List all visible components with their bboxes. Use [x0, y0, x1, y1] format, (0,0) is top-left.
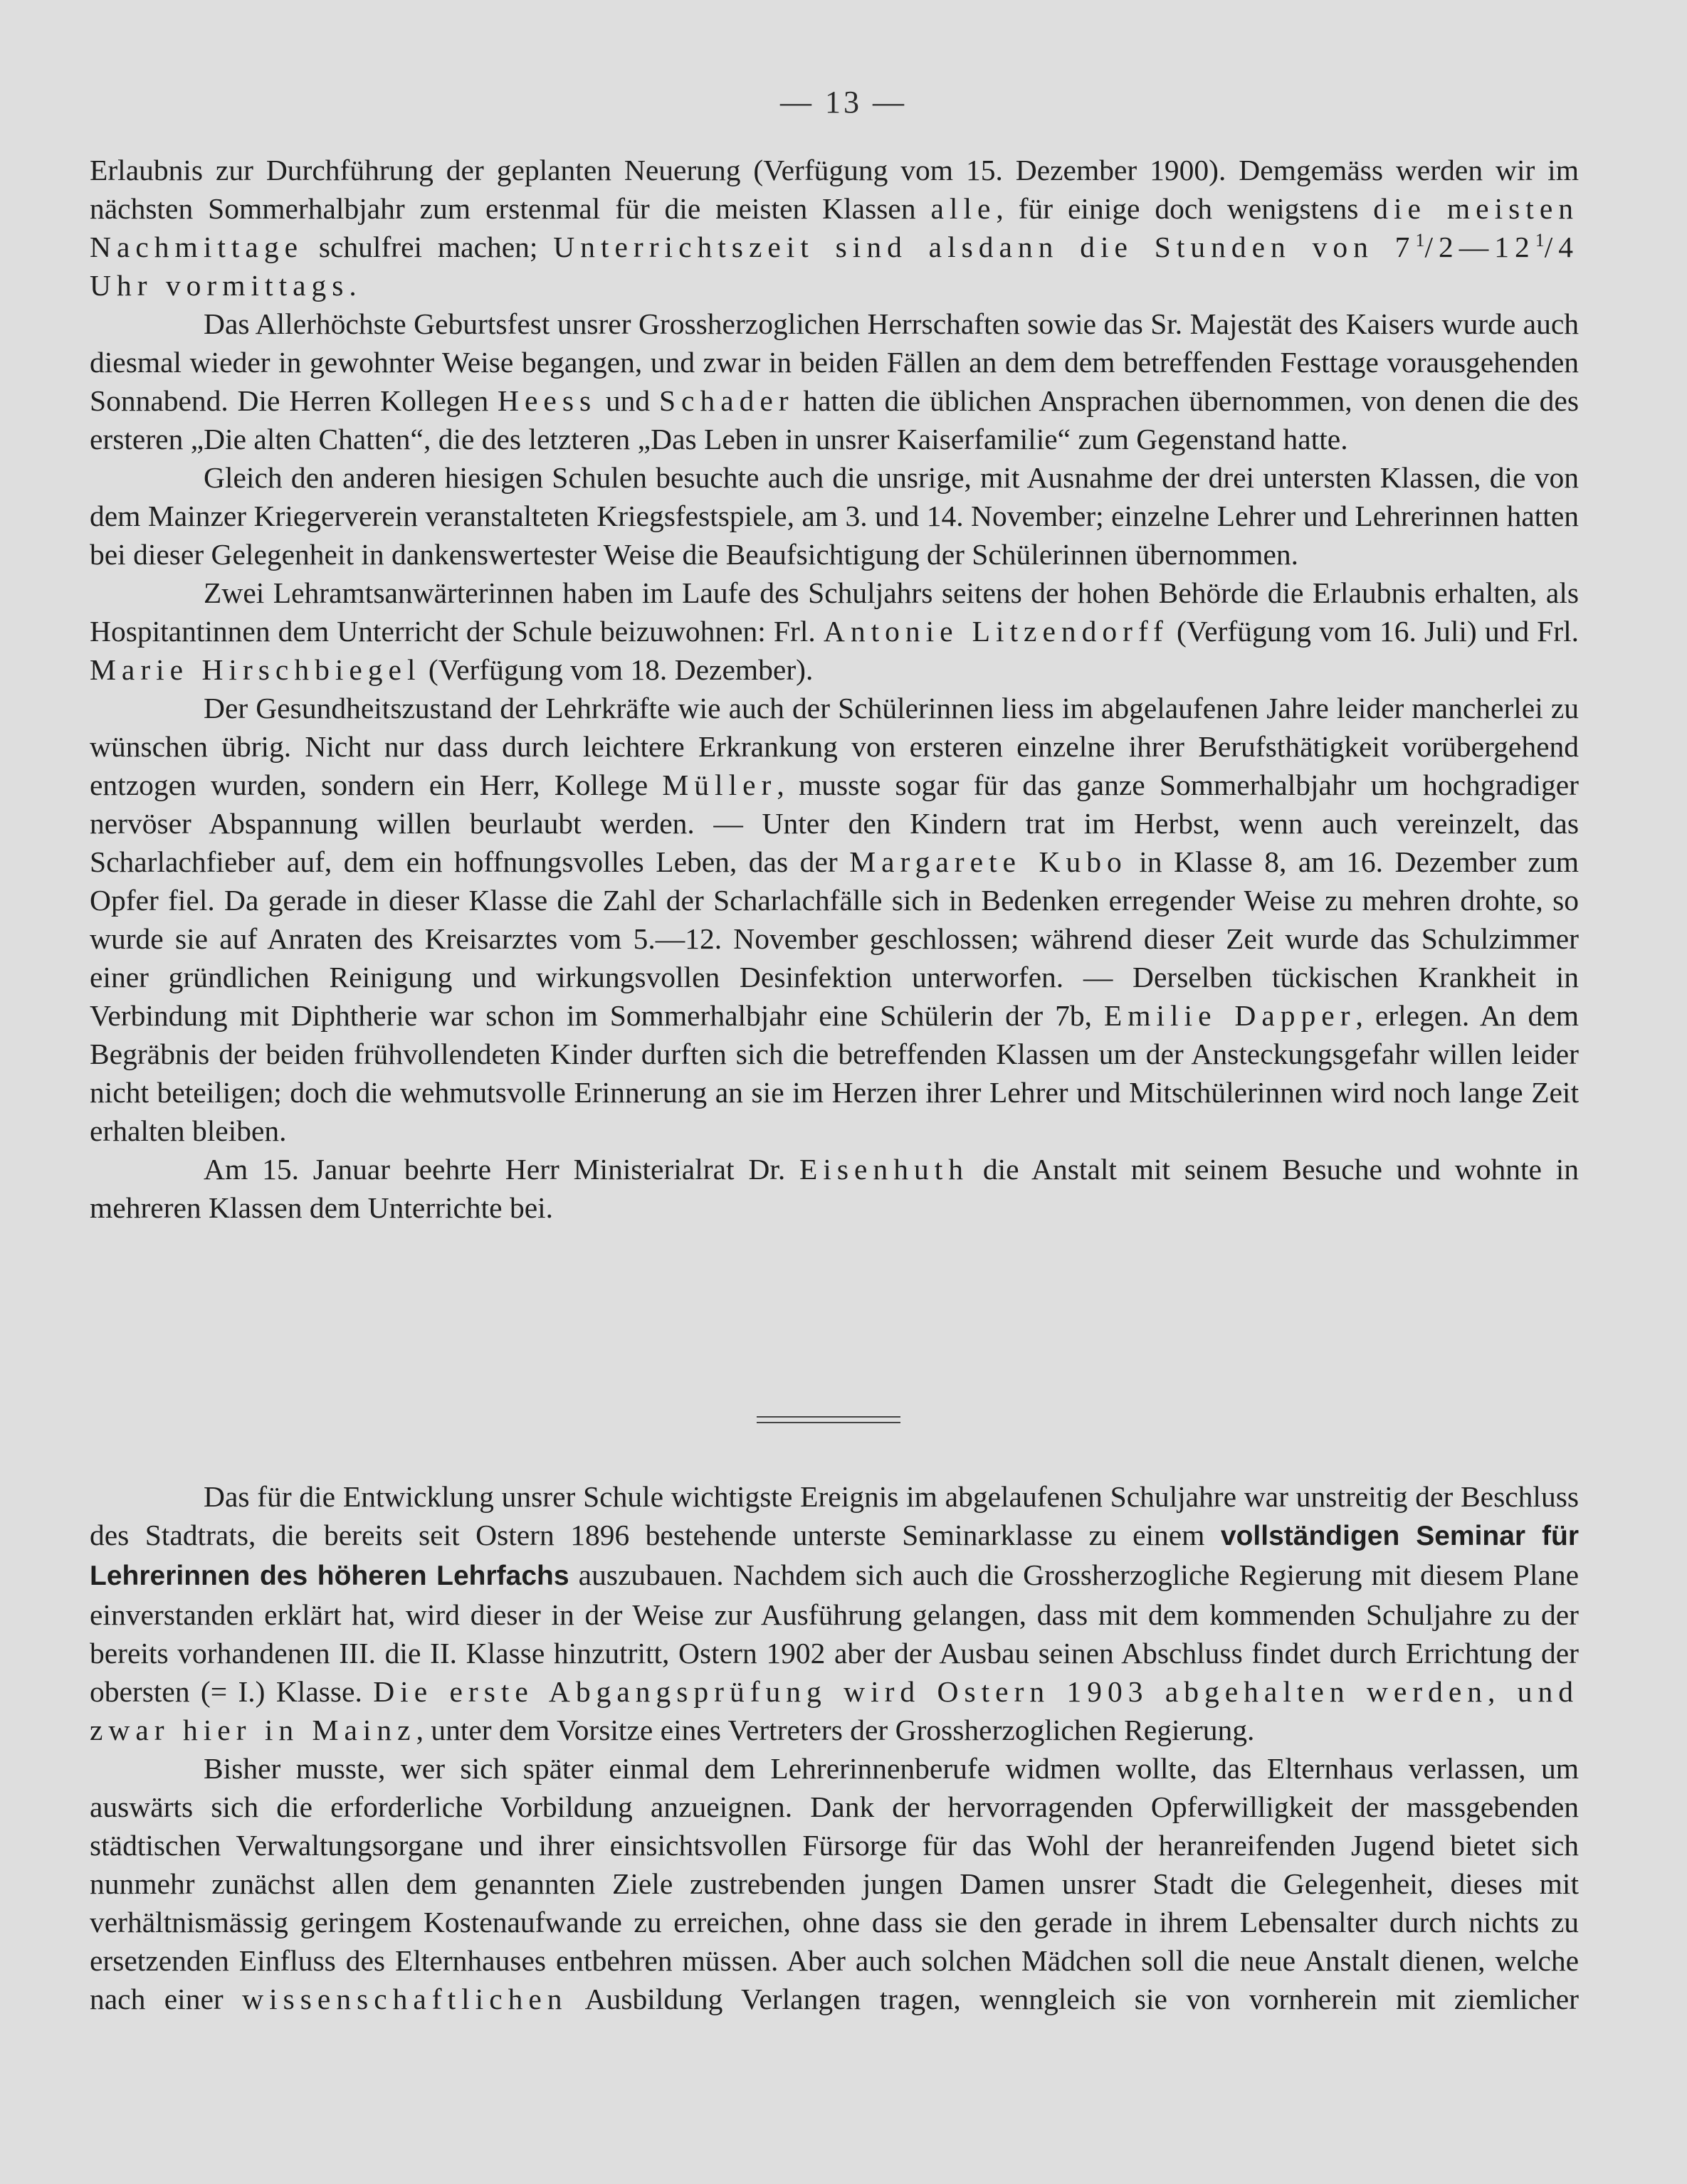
paragraph	[90, 1749, 1579, 2018]
spaced-name: Müller	[662, 769, 777, 801]
paragraph: Gleich den anderen hiesigen Schulen besuchte auch die unsrige, mit Ausnahme der drei untersten Klassen, die von dem Mainzer Kriegerverein veranstalteten Kriegsfestspiele, am 3. und 14. November; einzelne Lehrer und Lehrerinnen hatten bei dieser Gelegenheit in dankenswertester Weise die Beaufsichtigung der Schülerinnen übernommen.	[90, 461, 1579, 571]
text-run: in Klasse 8, am 16. Dezember zum Opfer fiel. Da gerade in dieser Klasse die Zahl der Scharlachfälle sich in Bedenken erregender Weise zu mehren drohte, so wurde sie auf Anraten des Kreisarztes vom 5.—12. November geschlossen; während dieser Zeit wurde das Schulzimmer einer gründlichen Reinigung und wirkungsvollen Desinfektion unterworfen. — Derselben tückischen Krankheit in Verbindung mit Diphtherie war schon im Sommerhalbjahr eine Schülerin der 7b,	[90, 845, 1579, 1032]
text-block-2	[90, 1477, 1579, 2018]
text-run: Das Allerhöchste Geburtsfest unsrer Grossherzoglichen Herrschaften sowie das Sr. Majestät des Kaisers wurde auch diesmal wieder in gewohnter Weise begangen, und zwar in beiden Fällen an dem dem betreffenden Festtage vorausgehenden Sonnabend. Die Herren Kollegen	[90, 307, 1579, 417]
spaced-name: Eisenhuth	[799, 1153, 969, 1186]
text-run: hatten die üblichen Ansprachen übernommen, von denen die des ersteren „Die alten Chatten“, die des letzteren „Das Leben in unsrer Kaiserfamilie“ zum Gegenstand hatte.	[90, 384, 1579, 455]
text-run: Bisher musste, wer sich später einmal dem Lehrerinnenberufe widmen wollte, das Elternhaus verlassen, um auswärts sich die erforderliche Vorbildung anzueignen. Dank der hervorragenden Opferwilligkeit der massgebenden städtischen Verwaltungsorgane und ihrer einsichtsvollen Fürsorge für das Wohl der heranreifenden Jugend bietet sich nunmehr zunächst allen dem genannten Ziele zustrebenden jungen Damen unsrer Stadt die Gelegenheit, dieses mit verhältnismässig geringem Kostenaufwande zu erreichen, ohne dass sie den gerade in ihrem Lebensalter durch nichts zu ersetzenden Einfluss des Elternhauses entbehren müssen. Aber auch solchen Mädchen soll die neue Anstalt dienen, welche nach einer	[90, 1752, 1579, 2015]
text-run: die Anstalt mit seinem Besuche und wohnte in mehreren Klassen dem Unterrichte bei.	[90, 1153, 1580, 1224]
spaced-name: Margarete Kubo	[849, 845, 1128, 878]
text-run: Erlaubnis zur Durchführung der geplanten Neuerung (Verfügung vom 15. Dezember 1900). Demgemäss werden wir im nächsten Sommerhalbjahr zum erstenmal für die meisten Klassen	[90, 154, 1579, 225]
spaced-name: Schader	[658, 384, 794, 417]
spaced-name: Antonie Litzendorff	[823, 615, 1169, 648]
text-run: , für einige doch wenigstens	[996, 192, 1374, 225]
text-run: , unter dem Vorsitze eines Vertreters der Grossherzoglichen Regierung.	[416, 1714, 1255, 1746]
text-run: Der Gesundheitszustand der Lehrkräfte wie auch der Schülerinnen liess im abgelaufenen Jahre leider mancherlei zu wünschen übrig. Nicht nur dass durch leichtere Erkrankung von ersteren einzelne ihrer Berufsthätigkeit vorübergehend entzogen wurden, sondern ein Herr, Kollege	[90, 692, 1579, 801]
paragraph	[90, 151, 1579, 305]
superscript: 1	[1415, 230, 1425, 251]
text-run: Am 15. Januar beehrte Herr Ministerialrat Dr.	[204, 1153, 800, 1186]
spaced-text: /2—12	[1424, 231, 1535, 263]
spaced-text: Unterrichtszeit sind alsdann die Stunden von 7	[553, 231, 1416, 263]
page-number: — 13 —	[780, 85, 907, 120]
text-run: auszubauen. Nachdem sich auch die Grossherzogliche Regierung mit diesem Plane einverstanden erklärt hat, wird dieser in der Weise zur Ausführung gelangen, dass mit dem kommenden Schuljahre zu der bereits vorhandenen III. die II. Klasse hinzutritt, Ostern 1902 aber der Ausbau seinen Abschluss findet durch Errichtung der obersten (= I.) Klasse.	[90, 1558, 1579, 1708]
superscript: 1	[1535, 230, 1545, 251]
paragraph	[90, 1150, 1579, 1227]
spaced-text: /4 Uhr vormittags.	[90, 231, 1579, 302]
paragraph	[90, 574, 1579, 689]
paragraph	[90, 689, 1579, 1150]
paragraph	[90, 1477, 1579, 1749]
text-run: Ausbildung Verlangen tragen, wenngleich sie von vornherein mit ziemlicher	[567, 1983, 1579, 2015]
bold-text: vollständigen Seminar für Lehrerinnen des höheren Lehrfachs	[90, 1521, 1579, 1591]
text-run: (Verfügung vom 16. Juli) und Frl.	[1168, 615, 1579, 648]
section-divider	[757, 1416, 900, 1423]
spaced-text: alle	[930, 192, 997, 225]
text-run: , musste sogar für das ganze Sommerhalbjahr um hochgradiger nervöser Abspannung willen beurlaubt werden. — Unter den Kindern trat im Herbst, wenn auch vereinzelt, das Scharlachfieber auf, dem ein hoffnungsvolles Leben, das der	[90, 769, 1579, 878]
text-run: und	[597, 384, 659, 417]
spaced-name: Emilie Dapper	[1103, 999, 1356, 1032]
spaced-text: Die erste Abgangsprüfung wird Ostern 1903 abgehalten werden, und zwar hier in Mainz	[90, 1675, 1580, 1746]
text-block-1	[90, 151, 1579, 1227]
spaced-name: Marie Hirschbiegel	[90, 653, 421, 686]
paragraph	[90, 305, 1579, 458]
text-run: Zwei Lehramtsanwärterinnen haben im Laufe des Schuljahrs seitens der hohen Behörde die Erlaubnis erhalten, als Hospitantinnen dem Unterricht der Schule beizuwohnen: Frl.	[90, 576, 1579, 648]
spaced-text: wissenschaftlichen	[242, 1983, 568, 2015]
spaced-name: Heess	[498, 384, 597, 417]
text-run: Das für die Entwicklung unsrer Schule wichtigste Ereignis im abgelaufenen Schuljahre war unstreitig der Beschluss des Stadtrats, die bereits seit Ostern 1896 bestehende unterste Seminarklasse zu einem	[90, 1480, 1579, 1551]
text-run: schulfrei machen;	[303, 231, 554, 263]
text-run: (Verfügung vom 18. Dezember).	[421, 653, 814, 686]
spaced-text: die meisten Nachmittage	[90, 192, 1579, 263]
text-run: , erlegen. An dem Begräbnis der beiden frühvollendeten Kinder durften sich die betreffenden Klassen um der Ansteckungsgefahr willen leider nicht beteiligen; doch die wehmutsvolle Erinnerung an sie im Herzen ihrer Lehrer und Mitschülerinnen wird noch lange Zeit erhalten bleiben.	[90, 999, 1579, 1147]
